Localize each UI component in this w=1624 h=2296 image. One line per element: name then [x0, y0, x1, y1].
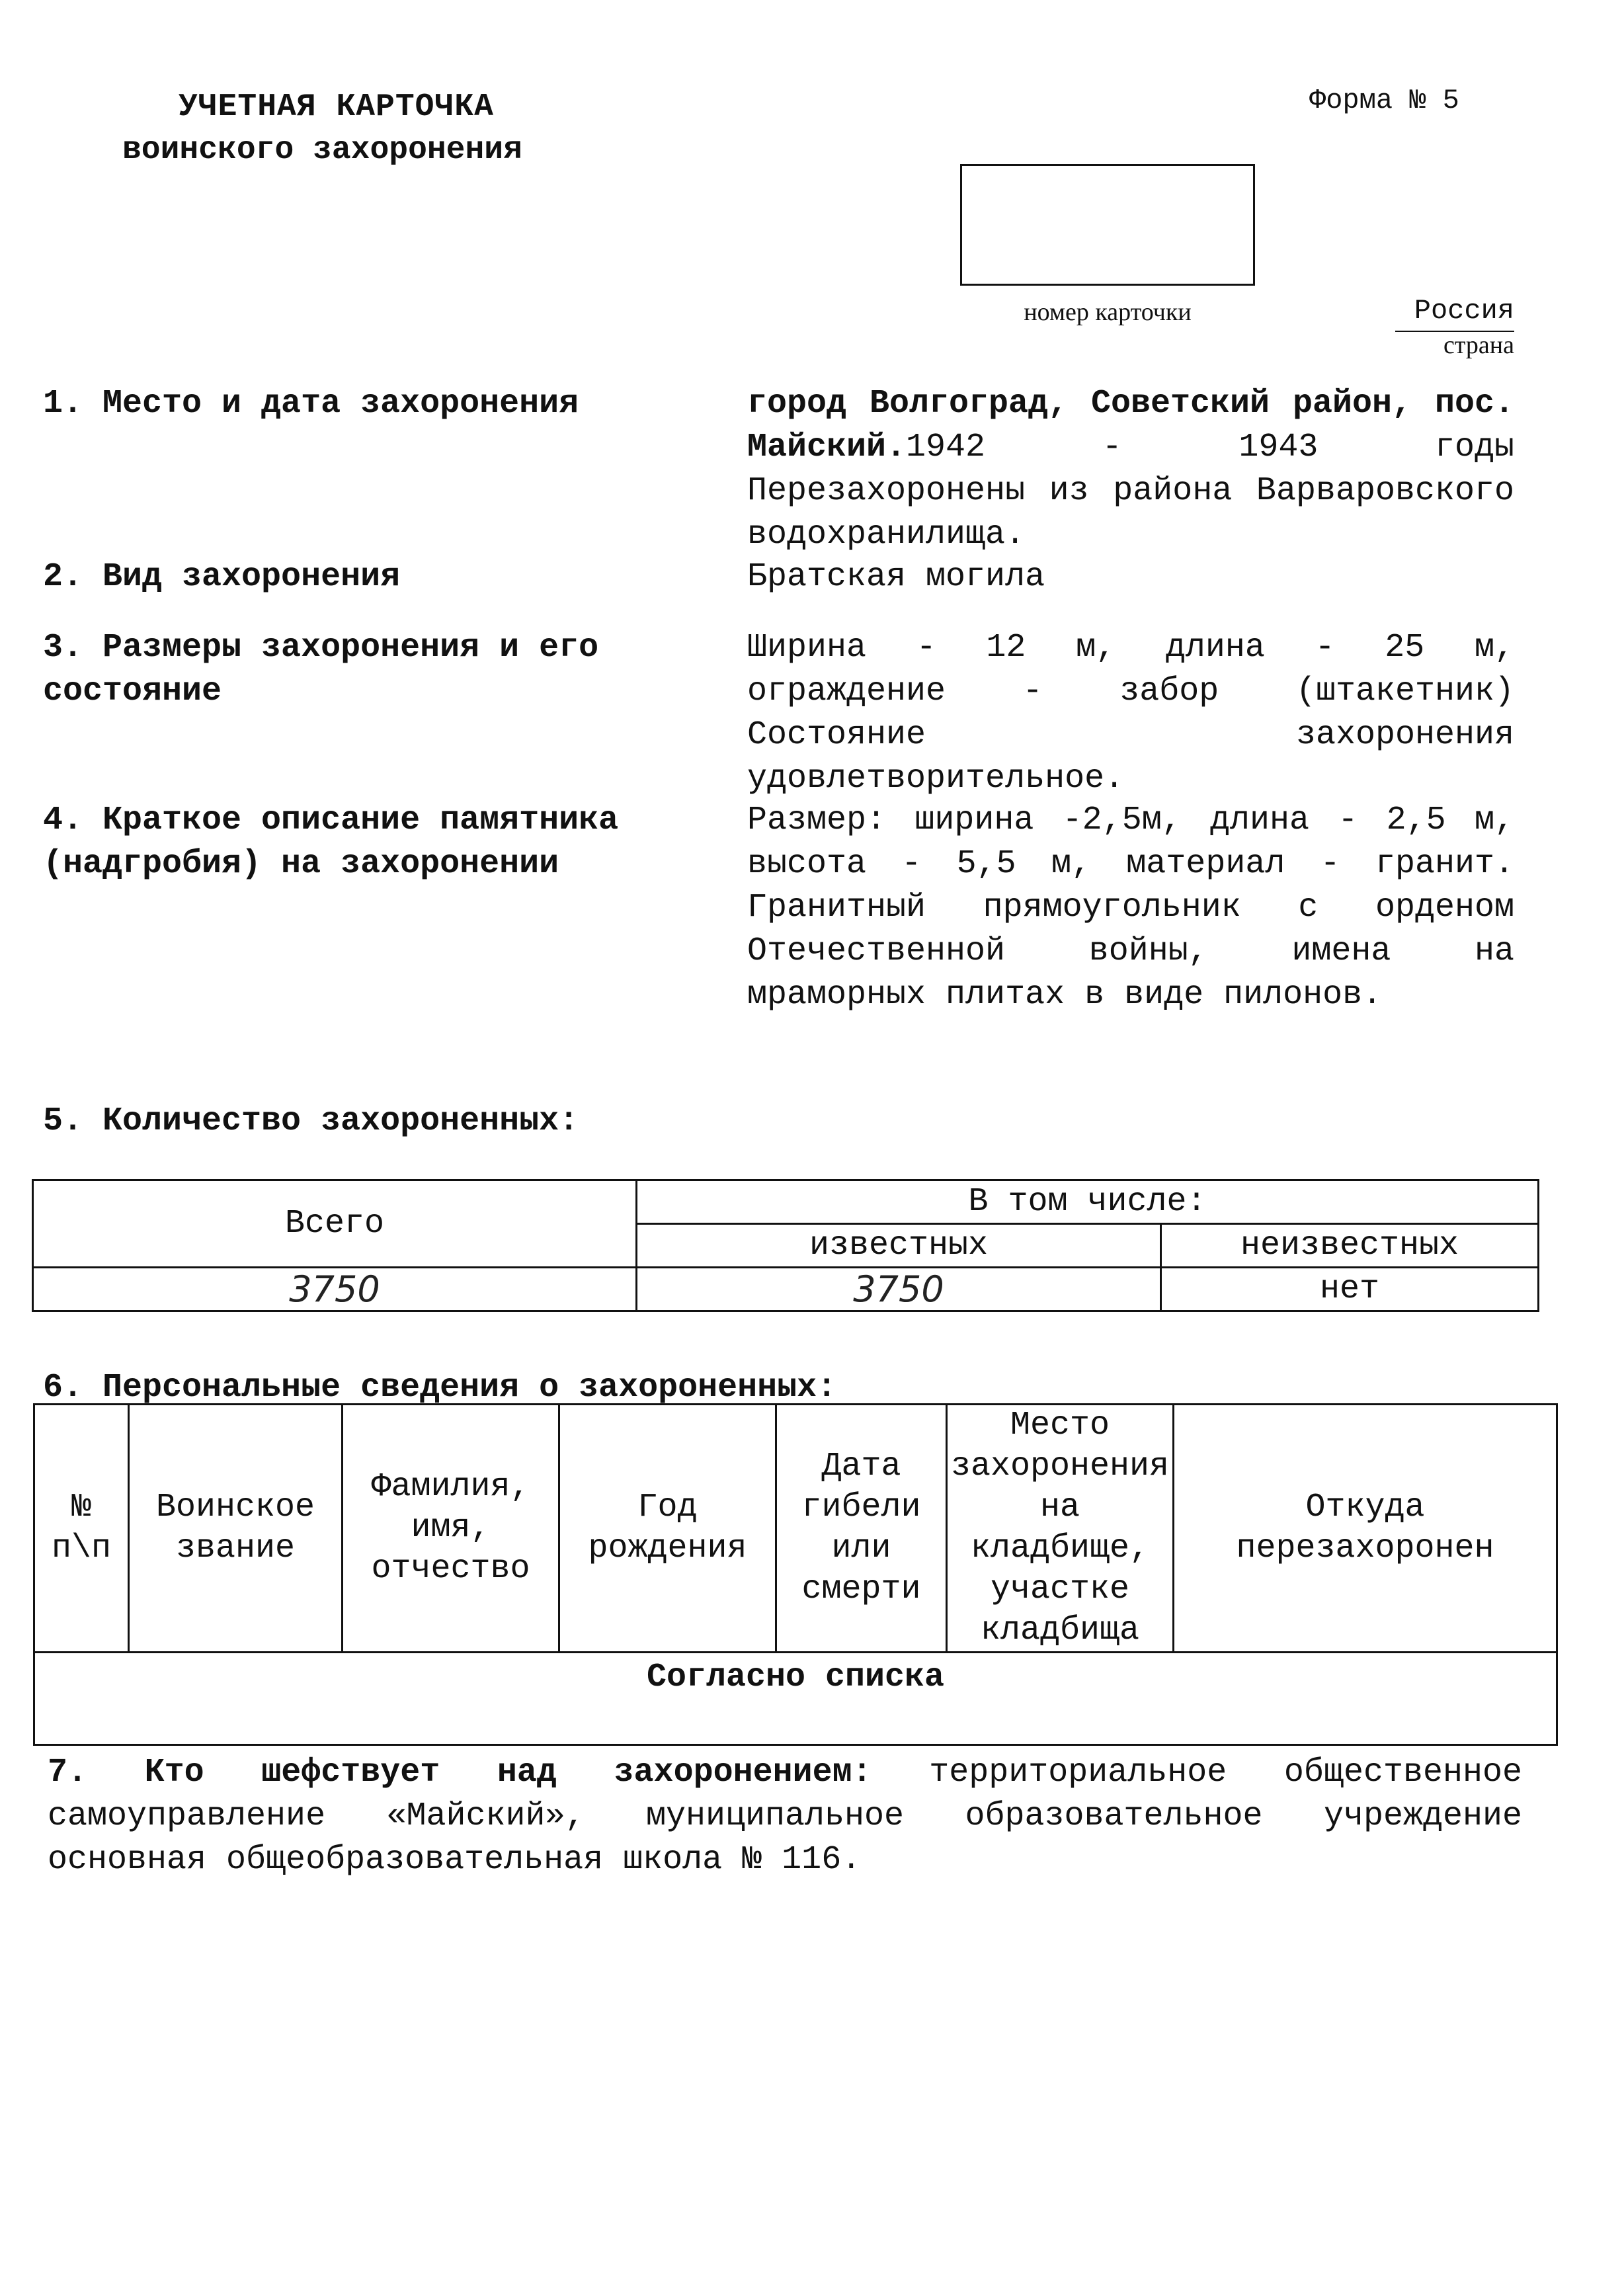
personal-info-table	[33, 1403, 1558, 1746]
section-2-label: 2. Вид захоронения	[43, 558, 401, 596]
section-1-value-rest: 1942 - 1943 годы Перезахоронены из района Варваровского водохранилища.	[747, 429, 1514, 554]
section-3-value: Ширина - 12 м, длина - 25 м, ограждение - забор (штакетник) Состояние захоронения удовлетворительное.	[747, 629, 1514, 798]
card-number-box[interactable]	[960, 164, 1255, 286]
persons-header-birth: Год рождения	[559, 1405, 776, 1653]
count-header-total: Всего	[33, 1180, 637, 1268]
persons-header-num: № п\п	[34, 1405, 129, 1653]
persons-header-rank: Воинское звание	[129, 1405, 343, 1653]
count-unknown-value: нет	[1161, 1268, 1539, 1311]
persons-header-from: Откуда перезахоронен	[1174, 1405, 1557, 1653]
card-number-label: номер карточки	[1024, 298, 1192, 326]
burial-count-table	[32, 1179, 1539, 1312]
persons-header-death: Дата гибели или смерти	[776, 1405, 947, 1653]
country-label: страна	[1443, 331, 1514, 359]
section-2-value: Братская могила	[747, 558, 1045, 596]
section-5-label: 5. Количество захороненных:	[43, 1102, 579, 1140]
card-subtitle: воинского захоронения	[122, 132, 522, 168]
section-7-value: территориальное общественное самоуправление «Майский», муниципальное образовательное учреждение основная общеобразовательная школа № 116.	[48, 1754, 1522, 1879]
count-header-including: В том числе:	[637, 1180, 1539, 1224]
persons-body: Согласно списка	[34, 1653, 1557, 1745]
section-1-value-bold: город Волгоград, Советский район, пос. Майский.	[747, 385, 1514, 466]
section-7	[48, 1751, 1522, 1882]
section-1-value	[747, 382, 1514, 557]
section-7-label: 7. Кто шефствует над захоронением:	[48, 1754, 872, 1791]
count-header-known: известных	[637, 1224, 1161, 1268]
country-value: Россия	[1414, 295, 1514, 327]
form-number: Форма № 5	[1309, 85, 1459, 116]
card-title: УЧЕТНАЯ КАРТОЧКА	[179, 89, 494, 125]
section-4-value: Размер: ширина -2,5м, длина - 2,5 м, высота - 5,5 м, материал - гранит. Гранитный прямоугольник с орденом Отечественной войны, имена на мраморных плитах в виде пилонов.	[747, 801, 1514, 1014]
count-header-unknown: неизвестных	[1161, 1224, 1539, 1268]
section-4-label: 4. Краткое описание памятника (надгробия) на захоронении	[43, 801, 619, 883]
section-3-label: 3. Размеры захоронения и его состояние	[43, 629, 599, 710]
count-known-value: 3750	[637, 1268, 1161, 1311]
persons-header-place: Место захоронения на кладбище, участке кладбища	[947, 1405, 1174, 1653]
count-total-value: 3750	[33, 1268, 637, 1311]
section-6-label: 6. Персональные сведения о захороненных:	[43, 1369, 837, 1407]
persons-header-name: Фамилия, имя, отчество	[343, 1405, 559, 1653]
section-1-label: 1. Место и дата захоронения	[43, 385, 579, 423]
